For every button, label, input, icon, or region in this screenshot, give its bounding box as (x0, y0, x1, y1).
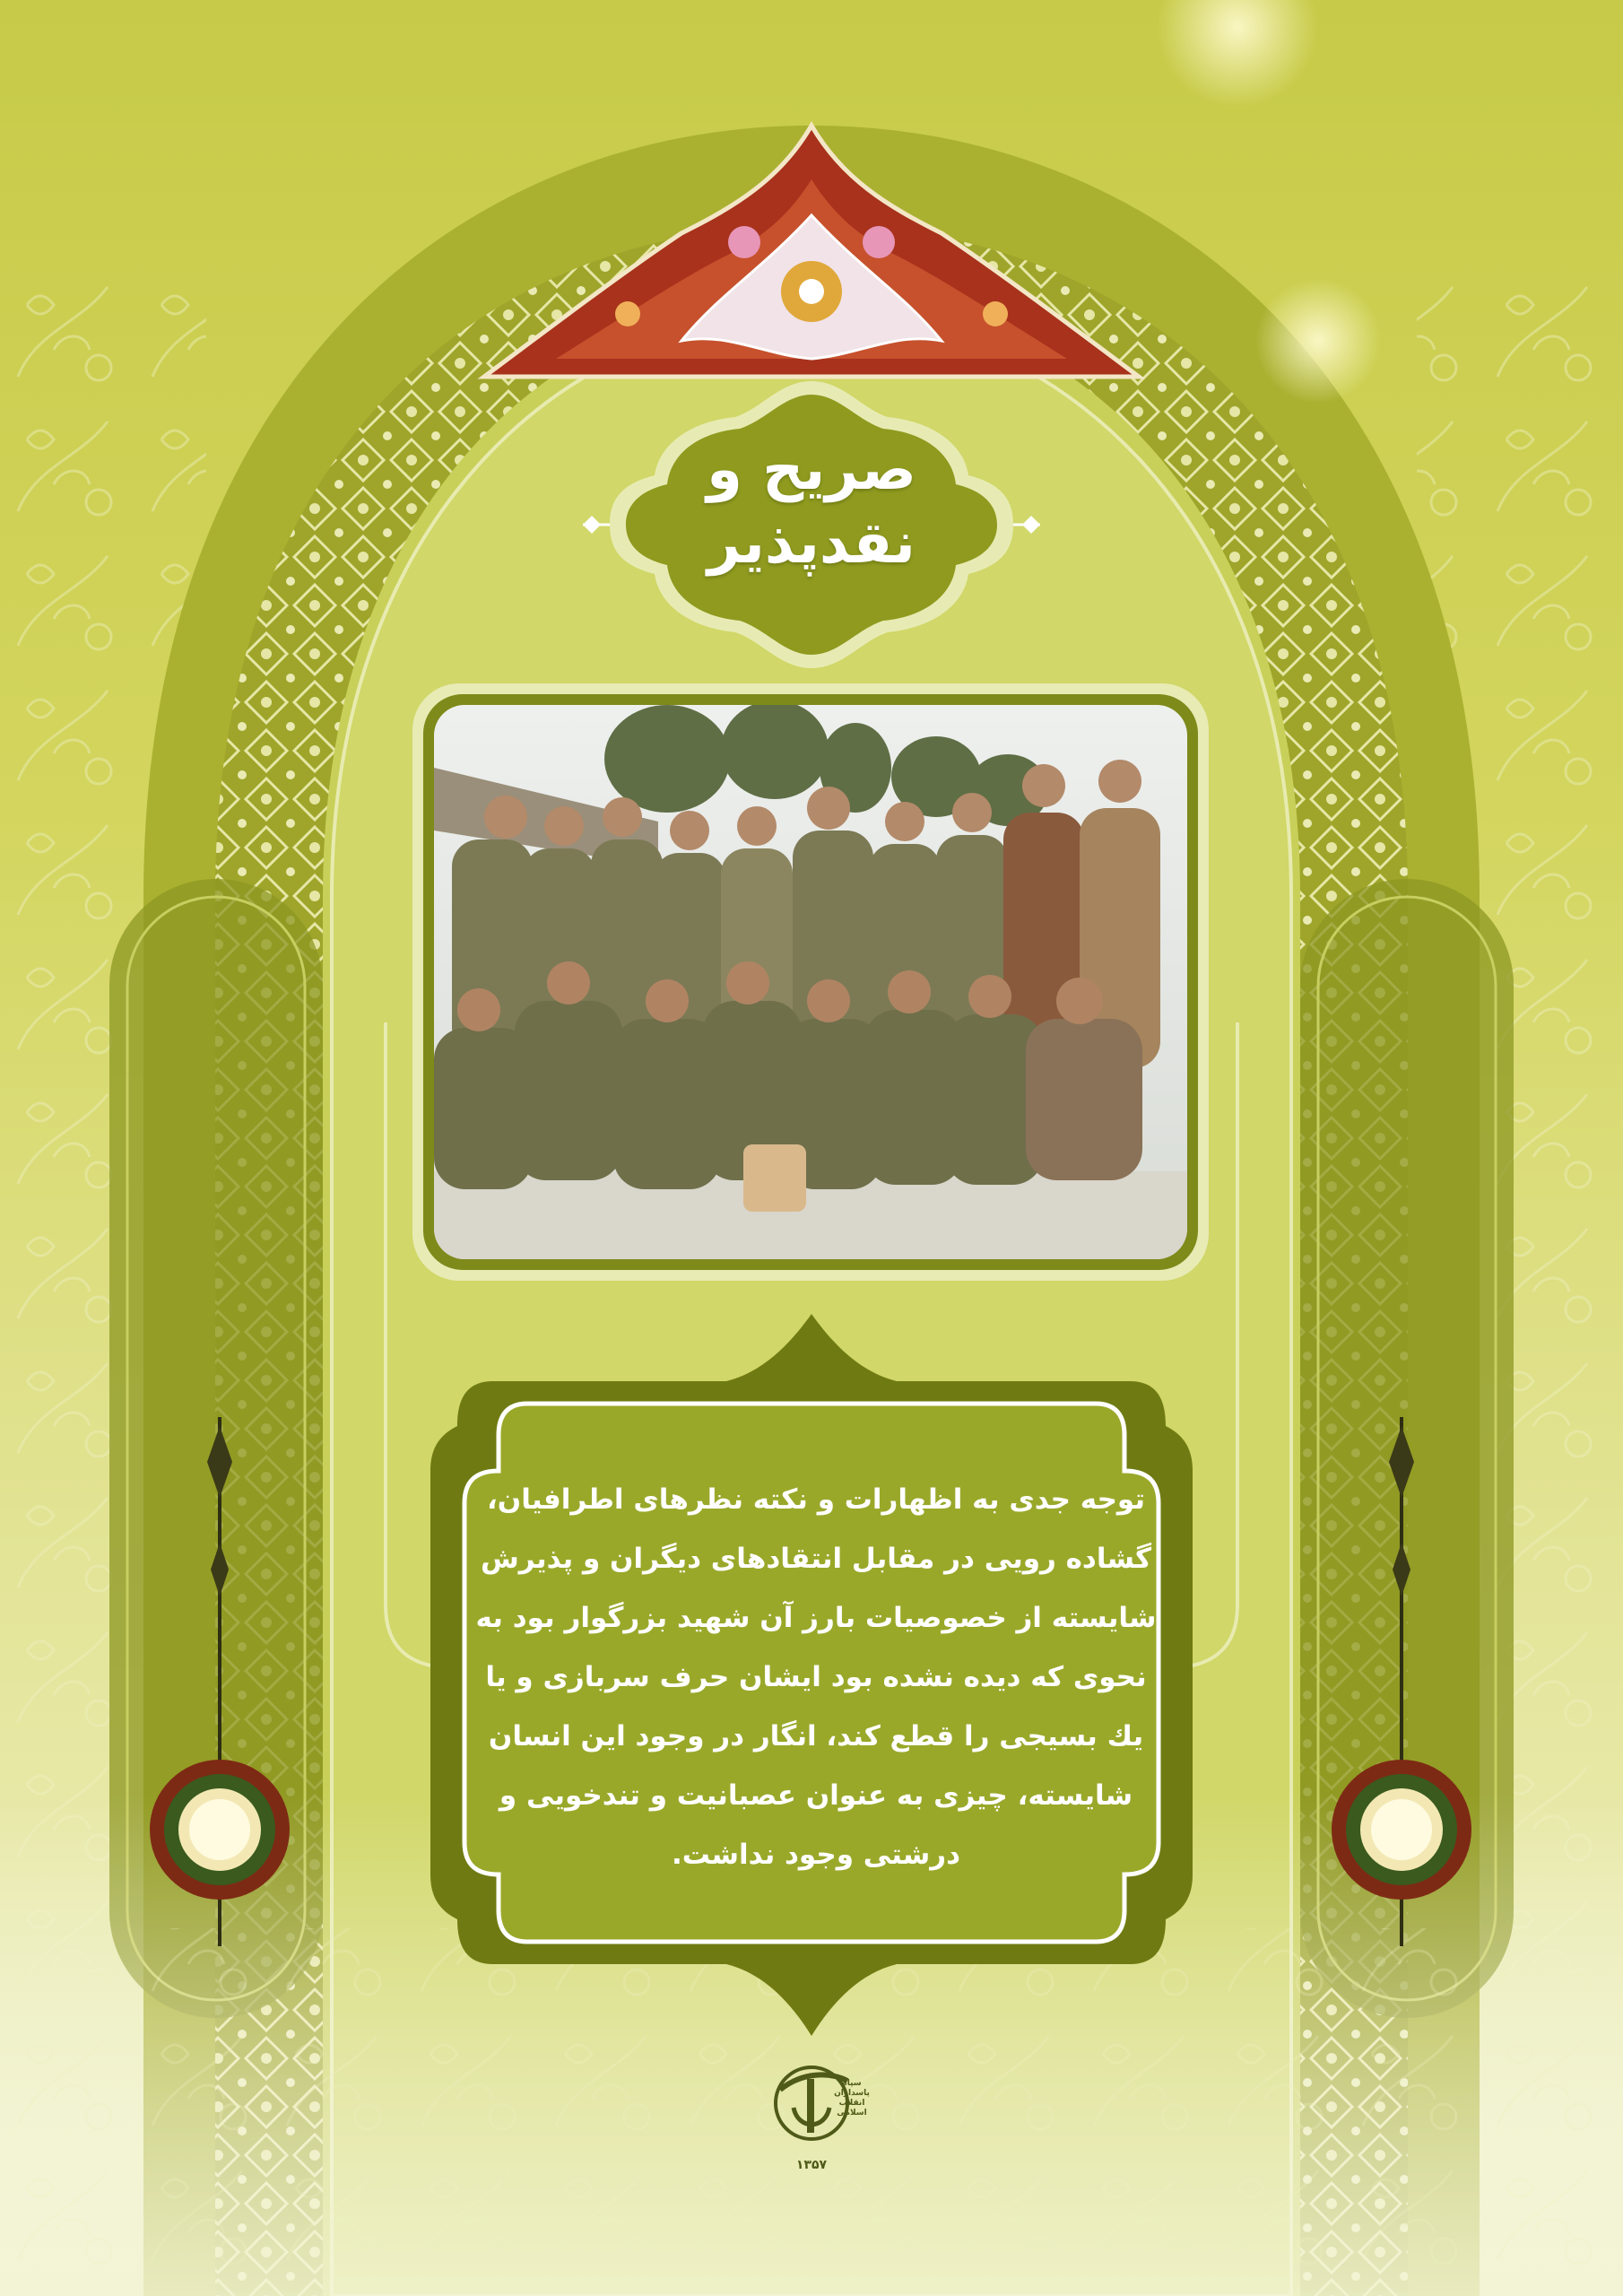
group-photo (434, 705, 1187, 1259)
emblem-caption-2: پاسداران (834, 2089, 870, 2098)
emblem-year: ۱۳۵۷ (795, 2158, 828, 2172)
title-line-2: نقدپذیر (707, 510, 916, 577)
title-line-1: صریح و (707, 437, 916, 503)
emblem-caption-1: سپاه (842, 2079, 862, 2088)
quote-box (475, 1435, 1157, 1919)
page-title (619, 422, 1004, 592)
emblem-caption-4: اسلامی (837, 2109, 867, 2118)
irgc-emblem (762, 2054, 870, 2188)
emblem-caption-3: انقلاب (838, 2099, 865, 2108)
quote-text: توجه جدی به اظهارات و نکته نظرهای اطرافیان، گشاده رویی در مقابل انتقادهای دیگران و پذیرش شایسته از خصوصیات بارز آن شهید بزرگوار بود به نحوی که دیده نشده بود ایشان حرف سربازی و یا یك بسیجی را قطع کند، انگار در وجود این انسان شایسته، چیزی به عنوان عصبانیت و تندخویی و درشتی وجود نداشت. (475, 1483, 1157, 1871)
